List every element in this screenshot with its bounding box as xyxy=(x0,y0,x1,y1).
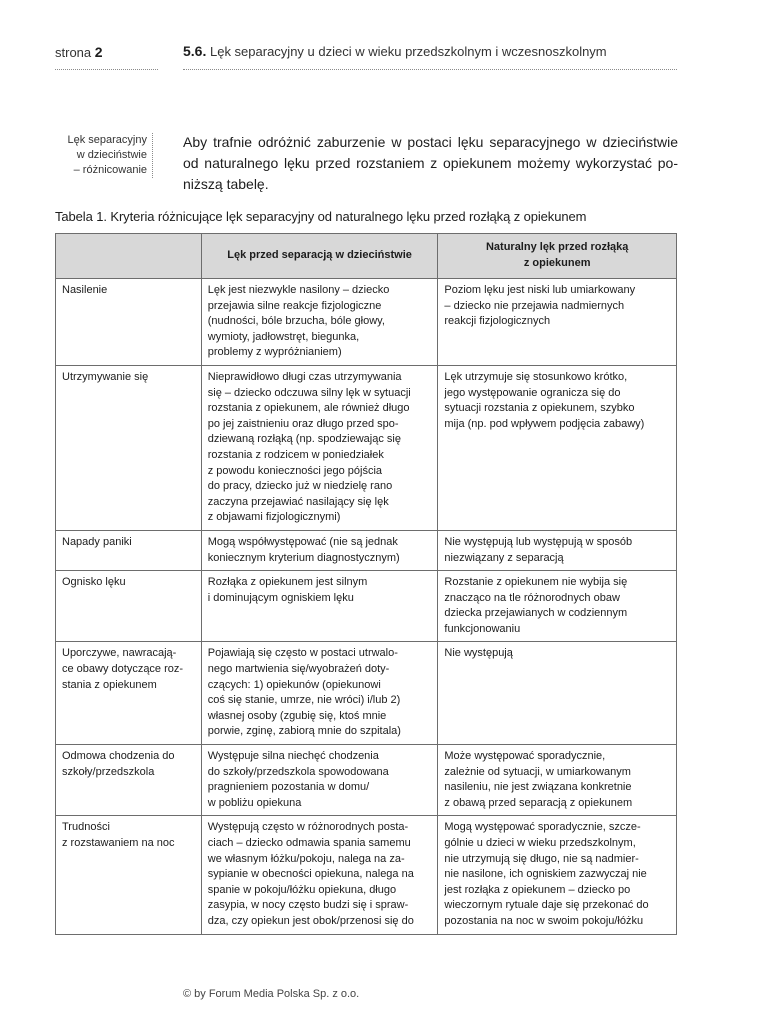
cell-line: Występują często w różnorodnych posta- xyxy=(207,821,409,834)
cell-line: ce obawy dotyczące roz- xyxy=(62,663,184,676)
cell-line: Mogą występować sporadycznie, szcze- xyxy=(444,821,641,834)
cell-line: Może występować sporadycznie, xyxy=(444,750,606,763)
natural-cell xyxy=(438,642,677,745)
cell-line: znacząco na tle różnorodnych obaw xyxy=(444,591,620,604)
cell-line: z powodu konieczności jego pójścia xyxy=(207,464,383,477)
table-row xyxy=(56,279,677,366)
copyright-footer: © by Forum Media Polska Sp. z o.o. xyxy=(183,988,360,1000)
cell-line: Lęk jest niezwykle nasilony – dziecko xyxy=(207,284,390,296)
criterion-cell xyxy=(56,745,202,816)
cell-line: niezwiązany z separacją xyxy=(444,551,564,564)
cell-line: do szkoły/przedszkola spowodowana xyxy=(207,765,389,778)
separation-cell xyxy=(201,530,438,570)
cell-line: pozostania na noc w swoim pokoju/łóżku xyxy=(444,914,644,927)
header-separation-anxiety: Lęk przed separacją w dzieciństwie xyxy=(201,234,438,279)
separation-cell xyxy=(201,365,438,530)
cell-line: dziecka przejawianych w codziennym xyxy=(444,607,628,620)
cell-line: Ognisko lęku xyxy=(62,576,126,589)
cell-line: Odmowa chodzenia do xyxy=(62,750,175,763)
page-number-header xyxy=(55,44,158,70)
margin-note-line: – różnicowanie xyxy=(73,164,147,176)
natural-cell xyxy=(438,571,677,642)
header-criterion xyxy=(56,234,202,279)
cell-line: zależnie od sytuacji, w umiarkowanym xyxy=(444,765,631,778)
table-row xyxy=(56,571,677,642)
cell-line: jego występowanie ogranicza się do xyxy=(444,386,621,399)
margin-note-line: Lęk separacyjny xyxy=(67,134,147,146)
margin-note xyxy=(55,133,153,178)
table-row xyxy=(56,816,677,934)
criterion-cell xyxy=(56,571,202,642)
cell-line: Trudności xyxy=(62,821,110,834)
page-label: strona xyxy=(55,45,92,60)
separation-cell xyxy=(201,745,438,816)
cell-line: Nie występują xyxy=(444,647,513,660)
cell-line: we własnym łóżku/pokoju, nalega na za- xyxy=(207,852,405,865)
header-natural-anxiety xyxy=(438,234,677,279)
intro-line: niższą tabelę. xyxy=(183,176,269,192)
cell-line: Lęk utrzymuje się stosunkowo krótko, xyxy=(444,370,628,383)
cell-line: wymioty, jadłowstręt, biegunka, xyxy=(207,330,360,343)
criterion-cell xyxy=(56,365,202,530)
cell-line: Rozstanie z opiekunem nie wybija się xyxy=(444,576,628,589)
cell-line: Występuje silna niechęć chodzenia xyxy=(207,750,379,763)
cell-line: się – dziecko odczuwa silny lęk w sytuacji xyxy=(207,386,411,399)
table-row xyxy=(56,365,677,530)
cell-line: stania z opiekunem xyxy=(62,678,157,691)
cell-line: Nieprawidłowo długi czas utrzymywania xyxy=(207,370,402,383)
cell-line: ciach – dziecko odmawia spania samemu xyxy=(207,837,411,849)
separation-cell xyxy=(201,571,438,642)
cell-line: nego martwienia się/wyobrażeń doty- xyxy=(207,663,390,676)
cell-line: do pracy, dziecko już w niedzielę rano xyxy=(207,480,393,493)
cell-line: z objawami fizjologicznymi) xyxy=(207,511,341,524)
cell-line: czących: 1) opiekunów (opiekunowi xyxy=(207,678,381,691)
cell-line: i dominującym ogniskiem lęku xyxy=(207,591,354,604)
cell-line: rozstania z rodzicem w poniedziałek xyxy=(207,448,384,461)
section-title: Lęk separacyjny u dzieci w wieku przedszkolnym i wczesnoszkolnym xyxy=(209,44,607,59)
cell-line: dza, czy opiekun jest obok/przenosi się do xyxy=(207,914,414,927)
natural-cell xyxy=(438,365,677,530)
header-line: z opiekunem xyxy=(523,257,591,269)
natural-cell xyxy=(438,816,677,934)
cell-line: problemy z wypróżnianiem) xyxy=(207,346,342,359)
criterion-cell xyxy=(56,279,202,366)
cell-line: mija (np. pod wpływem podjęcia zabawy) xyxy=(444,417,645,430)
cell-line: zasypia, w nocy często budzi się i spraw- xyxy=(207,899,409,912)
header-line: Naturalny lęk przed rozłąką xyxy=(485,241,629,254)
cell-line: nie utrzymują się długo, nie są nadmier- xyxy=(444,852,639,865)
criteria-table xyxy=(55,233,677,935)
cell-line: nie nasilone, ich ogniskiem zazwyczaj nie xyxy=(444,868,647,881)
natural-cell xyxy=(438,745,677,816)
cell-line: porwie, zginę, zabiorą mnie do szpitala) xyxy=(207,725,401,738)
cell-line: w pobliżu opiekuna xyxy=(207,796,302,809)
cell-line: dziewaną rozłąką (np. spodziewając się xyxy=(207,433,401,446)
criterion-cell xyxy=(56,816,202,934)
cell-line: po jej zaistnieniu oraz długo przed spo- xyxy=(207,417,399,430)
cell-line: zaczyna przejawiać nasilający się lęk xyxy=(207,495,389,508)
criterion-cell xyxy=(56,530,202,570)
margin-note-line: w dzieciństwie xyxy=(76,149,147,161)
natural-cell xyxy=(438,279,677,366)
cell-line: sypianie w obecności opiekuna, nalega na xyxy=(207,868,414,881)
cell-line: Nie występują lub występują w sposób xyxy=(444,535,633,548)
cell-line: z rozstawaniem na noc xyxy=(62,837,175,849)
cell-line: własnej osoby (zgubię się, ktoś mnie xyxy=(207,709,387,722)
separation-cell xyxy=(201,279,438,366)
page-number: 2 xyxy=(94,44,103,60)
cell-line: jest rozłąka z opiekunem – dziecko po xyxy=(444,883,631,896)
cell-line: nasileniu, nie jest związana konkretnie xyxy=(444,781,632,794)
cell-line: funkcjonowaniu xyxy=(444,622,521,635)
cell-line: wieczornym rytuale daje się przekonać do xyxy=(444,899,649,912)
cell-line: przejawia silne reakcje fizjologiczne xyxy=(207,299,382,312)
intro-line: od naturalnego lęku przed rozstaniem z opiekunem możemy wykorzystać po- xyxy=(183,155,678,171)
cell-line: Mogą współwystępować (nie są jednak xyxy=(207,535,398,548)
cell-line: koniecznym kryterium diagnostycznym) xyxy=(207,551,400,564)
table-row xyxy=(56,642,677,745)
cell-line: – dziecko nie przejawia nadmiernych xyxy=(444,299,625,312)
cell-line: Napady paniki xyxy=(62,535,132,548)
cell-line: spanie w pokoju/łóżku opiekuna, długo xyxy=(207,883,397,896)
cell-line: pragnieniem pozostania w domu/ xyxy=(207,781,370,794)
cell-line: Nasilenie xyxy=(62,284,108,296)
table-row xyxy=(56,745,677,816)
cell-line: z obawą przed separacją z opiekunem xyxy=(444,796,633,809)
criterion-cell xyxy=(56,642,202,745)
table-header-row xyxy=(56,234,677,279)
intro-paragraph xyxy=(183,132,678,195)
separation-cell xyxy=(201,816,438,934)
cell-line: reakcji fizjologicznych xyxy=(444,315,551,328)
cell-line: Utrzymywanie się xyxy=(62,370,149,383)
cell-line: Pojawiają się często w postaci utrwalo- xyxy=(207,647,398,660)
intro-line: Aby trafnie odróżnić zaburzenie w postaci lęku separacyjnego w dzieciństwie xyxy=(183,134,678,150)
cell-line: sytuacji rozstania z opiekunem, szybko xyxy=(444,402,635,415)
section-header xyxy=(183,43,677,70)
cell-line: rozstania z opiekunem, ale również długo xyxy=(207,402,410,415)
table-caption: Tabela 1. Kryteria różnicujące lęk separacyjny od naturalnego lęku przed rozłąką z opiekunem xyxy=(55,209,587,224)
cell-line: Rozłąka z opiekunem jest silnym xyxy=(207,576,368,589)
natural-cell xyxy=(438,530,677,570)
cell-line: Poziom lęku jest niski lub umiarkowany xyxy=(444,284,636,296)
table-row xyxy=(56,530,677,570)
separation-cell xyxy=(201,642,438,745)
cell-line: gólnie u dzieci w wieku przedszkolnym, xyxy=(444,837,636,849)
cell-line: coś się stanie, umrze, nie wróci) i/lub 2) xyxy=(207,694,401,707)
cell-line: Uporczywe, nawracają- xyxy=(62,647,177,660)
cell-line: (nudności, bóle brzucha, bóle głowy, xyxy=(207,315,385,328)
cell-line: szkoły/przedszkola xyxy=(62,765,155,778)
section-number: 5.6. xyxy=(183,43,207,59)
